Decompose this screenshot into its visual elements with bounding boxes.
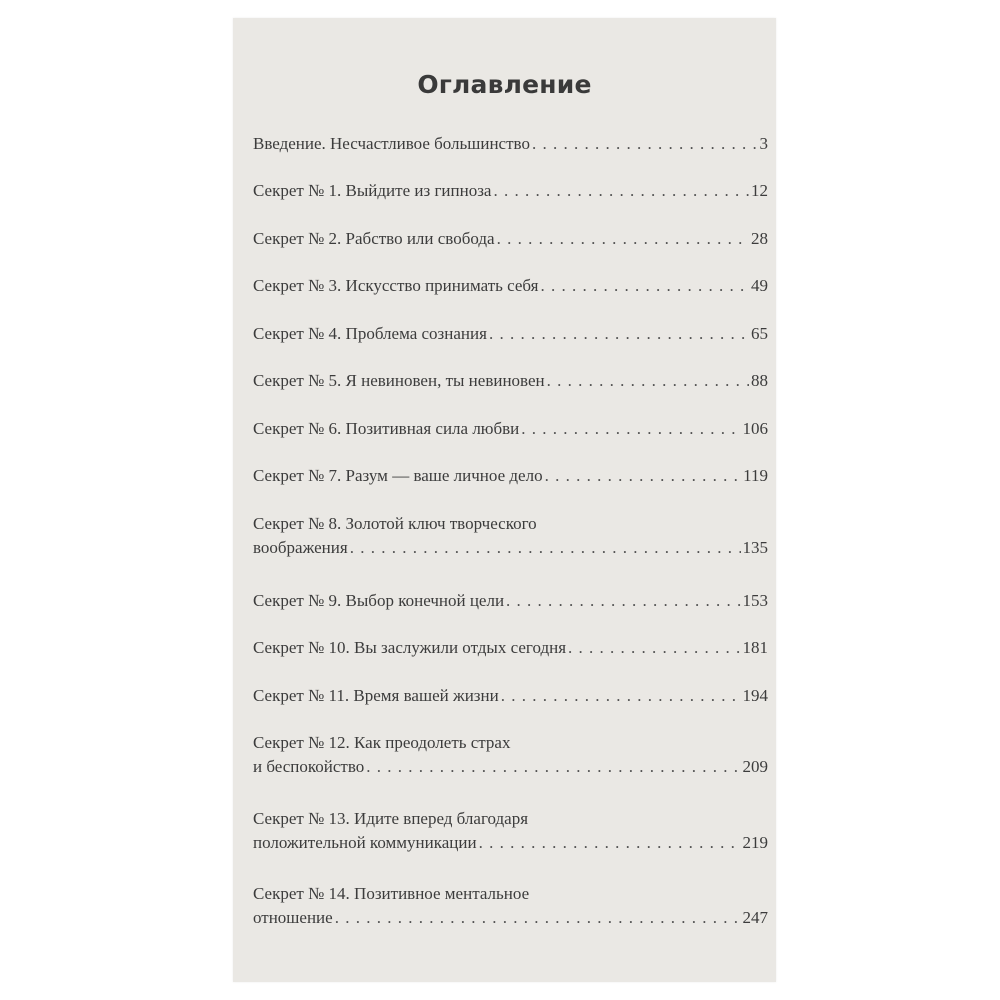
dot-leader bbox=[366, 755, 740, 779]
toc-entry-title: положительной коммуникации bbox=[253, 833, 477, 852]
dot-leader bbox=[350, 536, 741, 560]
toc-entry-page: 209 bbox=[742, 757, 768, 776]
toc-entry-secret-13 bbox=[253, 807, 768, 855]
toc-entry-secret-1 bbox=[253, 179, 768, 203]
toc-entry-title: воображения bbox=[253, 538, 348, 557]
page-title: Оглавление bbox=[417, 70, 592, 99]
toc-entry-title-line1: Секрет № 14. Позитивное ментальное bbox=[253, 884, 530, 903]
dot-leader bbox=[545, 464, 742, 488]
dot-leader bbox=[521, 417, 740, 441]
toc-entry-page: 153 bbox=[742, 591, 768, 610]
book-page bbox=[233, 18, 776, 982]
toc-entry-page: 181 bbox=[742, 638, 768, 657]
toc-entry-page: 247 bbox=[742, 908, 768, 927]
dot-leader bbox=[497, 227, 749, 251]
toc-entry-title-line1: Секрет № 12. Как преодолеть страх bbox=[253, 733, 511, 752]
toc-entry-page: 12 bbox=[751, 181, 768, 200]
toc-entry-title: Секрет № 4. Проблема сознания bbox=[253, 324, 487, 343]
toc-entry-title: Введение. Несчастливое большинство bbox=[253, 134, 530, 153]
toc-entry-secret-5 bbox=[253, 369, 768, 393]
toc-entry-intro bbox=[253, 132, 768, 156]
toc-entry-secret-4 bbox=[253, 322, 768, 346]
dot-leader bbox=[501, 684, 741, 708]
dot-leader bbox=[335, 906, 741, 930]
toc-entry-title-line1: Секрет № 8. Золотой ключ творческого bbox=[253, 514, 537, 533]
toc-entry-title: Секрет № 1. Выйдите из гипноза bbox=[253, 181, 492, 200]
toc-entry-page: 219 bbox=[742, 833, 768, 852]
toc-entry-title: Секрет № 7. Разум — ваше личное дело bbox=[253, 466, 543, 485]
dot-leader bbox=[506, 589, 740, 613]
dot-leader bbox=[489, 322, 749, 346]
toc-entry-page: 119 bbox=[743, 466, 768, 485]
dot-leader bbox=[568, 636, 740, 660]
toc-entry-secret-3 bbox=[253, 274, 768, 298]
dot-leader bbox=[532, 132, 758, 156]
toc-entry-page: 28 bbox=[751, 229, 768, 248]
toc-entry-title: Секрет № 9. Выбор конечной цели bbox=[253, 591, 505, 610]
toc-entry-secret-11 bbox=[253, 684, 768, 708]
toc-entry-secret-9 bbox=[253, 589, 768, 613]
toc-entry-secret-6 bbox=[253, 417, 768, 441]
toc-entry-title-line1: Секрет № 13. Идите вперед благодаря bbox=[253, 809, 529, 828]
toc-entry-secret-14 bbox=[253, 882, 768, 930]
toc-entry-secret-2 bbox=[253, 227, 768, 251]
toc-entry-title: Секрет № 11. Время вашей жизни bbox=[253, 686, 499, 705]
toc-entry-page: 49 bbox=[751, 276, 768, 295]
toc-entry-page: 3 bbox=[759, 134, 768, 153]
toc-entry-title: Секрет № 6. Позитивная сила любви bbox=[253, 419, 520, 438]
toc-entry-page: 194 bbox=[742, 686, 768, 705]
toc-entry-title: и беспокойство bbox=[253, 757, 365, 776]
toc-entry-title: Секрет № 10. Вы заслужили отдых сегодня bbox=[253, 638, 567, 657]
toc-entry-page: 135 bbox=[742, 538, 768, 557]
toc-entry-title: Секрет № 3. Искусство принимать себя bbox=[253, 276, 539, 295]
toc-entry-secret-10 bbox=[253, 636, 768, 660]
dot-leader bbox=[547, 369, 749, 393]
toc-entry-title: Секрет № 2. Рабство или свобода bbox=[253, 229, 495, 248]
dot-leader bbox=[493, 179, 749, 203]
toc-entry-page: 65 bbox=[751, 324, 768, 343]
dot-leader bbox=[479, 831, 741, 855]
toc-entry-page: 106 bbox=[742, 419, 768, 438]
toc-entry-title: Секрет № 5. Я невиновен, ты невиновен bbox=[253, 371, 545, 390]
toc-entry-secret-12 bbox=[253, 731, 768, 779]
toc-entry-title: отношение bbox=[253, 908, 333, 927]
dot-leader bbox=[540, 274, 749, 298]
toc-entry-page: 88 bbox=[751, 371, 768, 390]
toc-entry-secret-7 bbox=[253, 464, 768, 488]
toc-entry-secret-8 bbox=[253, 512, 768, 560]
